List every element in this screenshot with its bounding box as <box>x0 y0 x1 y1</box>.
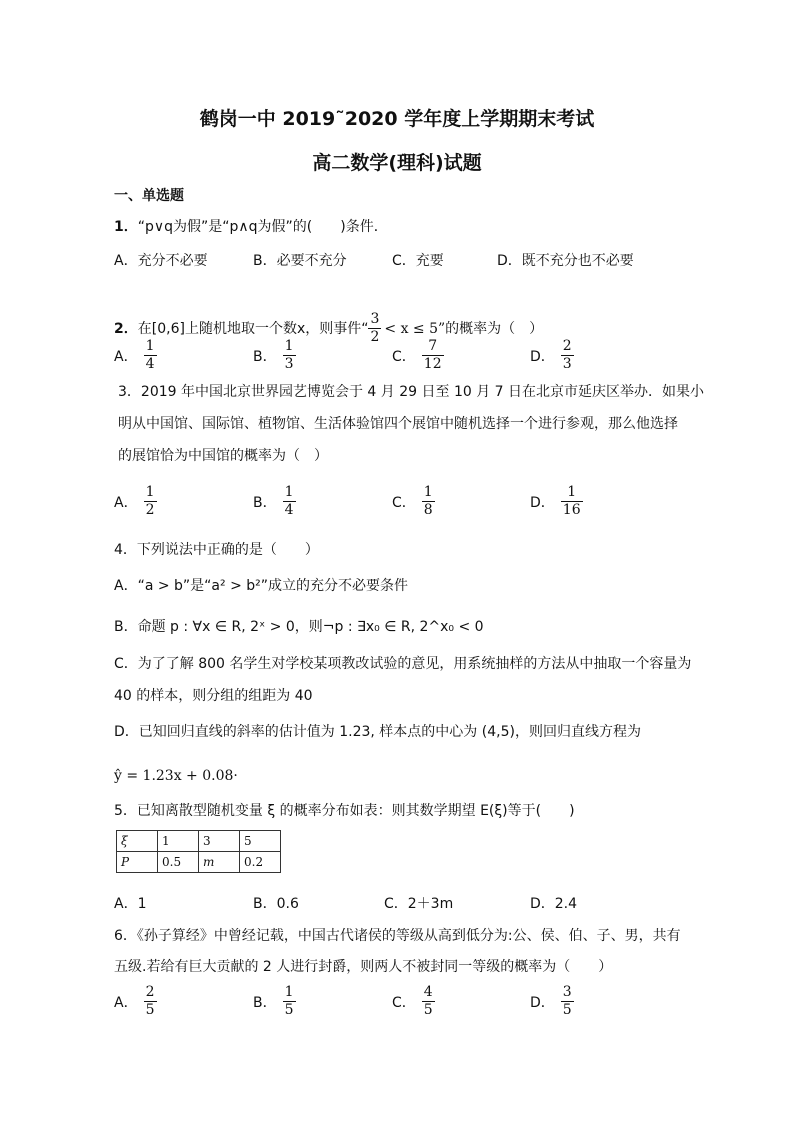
question-stem-part1: 在[0,6]上随机地取一个数x，则事件“ <box>137 320 369 337</box>
question-number: 2． <box>114 320 138 337</box>
q4-option-b[interactable]: B．命题 p : ∀x ∈ R, 2ˣ > 0，则¬p : ∃x₀ ∈ R, 2^x₀ < 0 <box>114 619 484 635</box>
q2-option-b[interactable]: B． $\frac{1}{3}$ <box>253 338 294 372</box>
table-cell: ξ <box>117 831 158 852</box>
exam-title: 鹤岗一中 2019˜2020 学年度上学期期末考试 <box>199 108 595 130</box>
q5-option-c[interactable]: C．2＋3m <box>384 896 454 912</box>
q3-option-d[interactable]: D． $\frac{1}{16}$ <box>530 484 581 518</box>
q4-option-d-line2: ŷ = 1.23x + 0.08· <box>114 768 238 784</box>
table-cell: m <box>199 852 240 873</box>
question-6-line2: 五级.若给有巨大贡献的 2 人进行封爵，则两人不被封同一等级的概率为（ ） <box>114 959 613 975</box>
question-2 <box>114 311 543 346</box>
table-cell: 1 <box>158 831 199 852</box>
table-cell: 0.2 <box>240 852 281 873</box>
table-cell: 0.5 <box>158 852 199 873</box>
table-row <box>117 831 281 852</box>
q5-option-b[interactable]: B．0.6 <box>253 896 299 912</box>
q2-option-c[interactable]: C． $\frac{7}{12}$ <box>392 338 442 372</box>
q2-option-d[interactable]: D． $\frac{2}{3}$ <box>530 338 572 372</box>
table-row <box>117 852 281 873</box>
q1-option-a[interactable]: A．充分不必要 <box>114 253 208 269</box>
question-3-line2: 明从中国馆、国际馆、植物馆、生活体验馆四个展馆中随机选择一个进行参观，那么他选择 <box>118 416 678 432</box>
q1-option-c[interactable]: C．充要 <box>392 253 444 269</box>
question-stem: “p∨q为假”是“p∧q为假”的( )条件． <box>137 219 388 235</box>
question-1 <box>114 217 388 237</box>
q3-option-a[interactable]: A． $\frac{1}{2}$ <box>114 484 155 518</box>
question-5: 5．已知离散型随机变量 ξ 的概率分布如表：则其数学期望 E(ξ)等于( ) <box>114 803 575 819</box>
exam-subtitle: 高二数学(理科)试题 <box>312 152 482 174</box>
probability-table <box>116 830 281 873</box>
table-cell: 5 <box>240 831 281 852</box>
question-number: 1． <box>114 219 138 235</box>
q4-option-d-line1[interactable]: D．已知回归直线的斜率的估计值为 1.23, 样本点的中心为 (4,5)，则回归直线方程为 <box>114 724 641 740</box>
section-heading: 一、单选题 <box>114 188 184 204</box>
question-stem-part2: < x ≤ 5”的概率为（ ） <box>384 320 544 337</box>
table-cell: P <box>117 852 158 873</box>
question-3-line1: 3．2019 年中国北京世界园艺博览会于 4 月 29 日至 10 月 7 日在北京市延庆区举办．如果小 <box>118 384 705 400</box>
q4-option-c-line1[interactable]: C．为了了解 800 名学生对学校某项教改试验的意见，用系统抽样的方法从中抽取一个容量为 <box>114 656 692 672</box>
q2-option-a[interactable]: A． $\frac{1}{4}$ <box>114 338 155 372</box>
question-3-line3: 的展馆恰为中国馆的概率为（ ） <box>118 448 328 464</box>
q4-option-a[interactable]: A．“a > b”是“a² > b²”成立的充分不必要条件 <box>114 578 409 594</box>
q6-option-d[interactable]: D． $\frac{3}{5}$ <box>530 984 572 1018</box>
table-cell: 3 <box>199 831 240 852</box>
q4-option-c-line2: 40 的样本，则分组的组距为 40 <box>114 688 313 704</box>
q1-option-d[interactable]: D．既不充分也不必要 <box>497 253 634 269</box>
q6-option-a[interactable]: A． $\frac{2}{5}$ <box>114 984 155 1018</box>
q6-option-c[interactable]: C． $\frac{4}{5}$ <box>392 984 433 1018</box>
q5-option-d[interactable]: D．2.4 <box>530 896 578 912</box>
question-4: 4．下列说法中正确的是（ ） <box>114 542 319 558</box>
q6-option-b[interactable]: B． $\frac{1}{5}$ <box>253 984 294 1018</box>
q3-option-b[interactable]: B． $\frac{1}{4}$ <box>253 484 294 518</box>
fraction: $\frac{3}{2}$ <box>370 311 380 345</box>
q5-option-a[interactable]: A．1 <box>114 896 147 912</box>
q3-option-c[interactable]: C． $\frac{1}{8}$ <box>392 484 433 518</box>
q1-option-b[interactable]: B．必要不充分 <box>253 253 347 269</box>
question-6-line1: 6．《孙子算经》中曾经记载，中国古代诸侯的等级从高到低分为:公、侯、伯、子、男，共有 <box>114 928 681 944</box>
